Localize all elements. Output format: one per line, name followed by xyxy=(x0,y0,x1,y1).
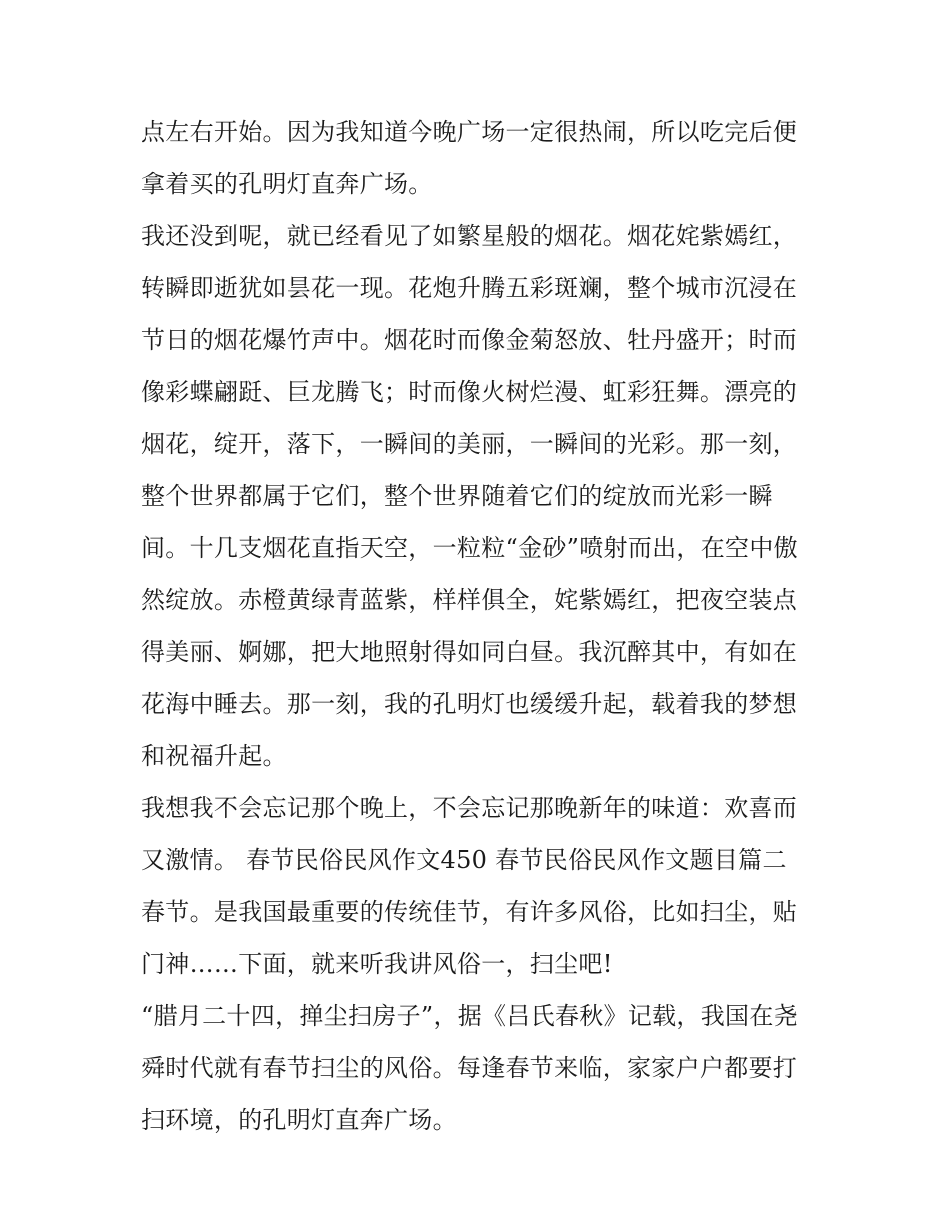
text-line: 我想我不会忘记那个晚上，不会忘记那晚新年的味道：欢喜而 xyxy=(141,794,798,822)
text-line: 又激情。 春节民俗民风作文450 春节民俗民风作文题目篇二 xyxy=(141,846,787,874)
text-line: 像彩蝶翩跹、巨龙腾飞；时而像火树烂漫、虹彩狂舞。漂亮的 xyxy=(141,378,798,406)
text-line: 得美丽、婀娜，把大地照射得如同白昼。我沉醉其中，有如在 xyxy=(141,638,798,666)
text-line: 花海中睡去。那一刻，我的孔明灯也缓缓升起，载着我的梦想 xyxy=(141,690,798,718)
essay-text xyxy=(141,106,821,1146)
text-line: 门神……下面，就来听我讲风俗一，扫尘吧! xyxy=(141,950,613,978)
text-line: 转瞬即逝犹如昙花一现。花炮升腾五彩斑斓，整个城市沉浸在 xyxy=(141,274,798,302)
text-line: 和祝福升起。 xyxy=(141,742,287,770)
text-line: 舜时代就有春节扫尘的风俗。每逢春节来临，家家户户都要打 xyxy=(141,1054,798,1082)
text-line: 间。十几支烟花直指天空，一粒粒“金砂”喷射而出，在空中傲 xyxy=(141,534,798,562)
text-line: 扫环境，的孔明灯直奔广场。 xyxy=(141,1106,457,1134)
text-line: 整个世界都属于它们，整个世界随着它们的绽放而光彩一瞬 xyxy=(141,482,773,510)
text-line: 然绽放。赤橙黄绿青蓝紫，样样俱全，姹紫嫣红，把夜空装点 xyxy=(141,586,798,614)
text-line: 烟花，绽开，落下，一瞬间的美丽，一瞬间的光彩。那一刻， xyxy=(141,430,798,458)
text-line: 点左右开始。因为我知道今晚广场一定很热闹，所以吃完后便 xyxy=(141,118,798,146)
text-line: 节日的烟花爆竹声中。烟花时而像金菊怒放、牡丹盛开；时而 xyxy=(141,326,798,354)
text-line: 我还没到呢，就已经看见了如繁星般的烟花。烟花姹紫嫣红， xyxy=(141,222,798,250)
text-line: 拿着买的孔明灯直奔广场。 xyxy=(141,170,433,198)
text-line: 春节。是我国最重要的传统佳节，有许多风俗，比如扫尘，贴 xyxy=(141,898,798,926)
text-line: “腊月二十四，掸尘扫房子”，据《吕氏春秋》记载，我国在尧 xyxy=(141,1002,798,1030)
